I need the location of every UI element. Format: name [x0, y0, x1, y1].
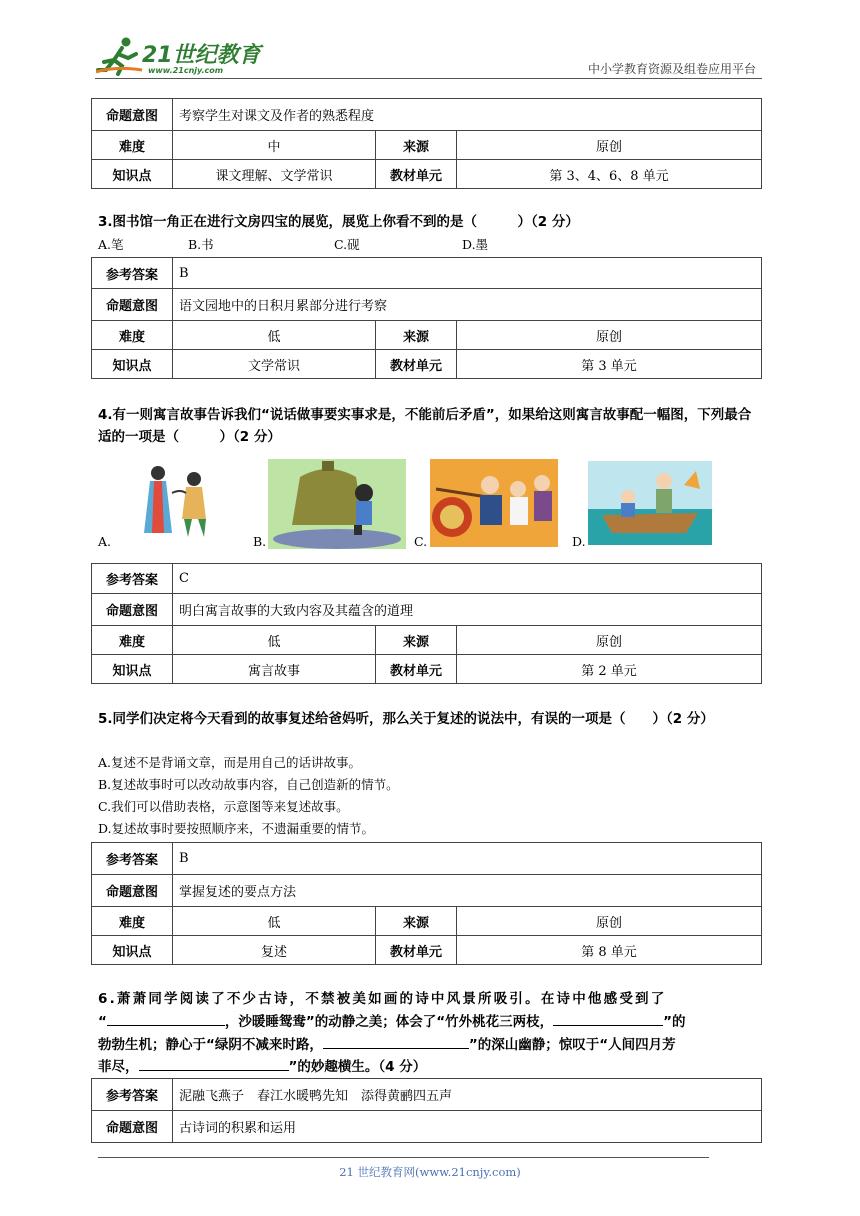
q5-option-d: D.复述故事时要按照顺序来，不遗漏重要的情节。 — [98, 821, 375, 836]
answer-value: C — [173, 564, 762, 594]
header-divider — [95, 78, 762, 79]
knowledge-label: 知识点 — [92, 350, 173, 379]
question-5-table — [91, 842, 762, 965]
platform-name: 中小学教育资源及组卷应用平台 — [587, 62, 756, 76]
unit-label: 教材单元 — [376, 936, 457, 965]
fill-blank-3[interactable] — [323, 1034, 469, 1049]
answer-label: 参考答案 — [92, 258, 173, 289]
fill-blank-2[interactable] — [553, 1011, 663, 1026]
q4-image-d-boat — [588, 461, 712, 545]
intent-value: 明白寓言故事的大致内容及其蕴含的道理 — [173, 594, 762, 626]
q3-option-b: B.书 — [188, 237, 214, 252]
answer-value: 泥融飞燕子 春江水暖鸭先知 添得黄鹂四五声 — [173, 1079, 762, 1111]
fill-blank-4[interactable] — [139, 1056, 289, 1071]
question-4-table — [91, 563, 762, 684]
q5-option-c: C.我们可以借助表格，示意图等来复述故事。 — [98, 799, 349, 814]
intent-label: 命题意图 — [92, 99, 173, 131]
intent-value: 古诗词的积累和运用 — [173, 1111, 762, 1143]
intent-label: 命题意图 — [92, 875, 173, 907]
knowledge-value: 文学常识 — [173, 350, 376, 379]
q4-option-b: B. — [253, 534, 267, 549]
knowledge-value: 课文理解、文学常识 — [173, 160, 376, 189]
logo-text: 21世纪教育 — [142, 43, 261, 68]
question-5-text: 5.同学们决定将今天看到的故事复述给爸妈听，那么关于复述的说法中，有误的一项是（ ）（2 分） — [98, 711, 714, 727]
answer-value: B — [173, 258, 762, 289]
intent-label: 命题意图 — [92, 289, 173, 321]
difficulty-value: 低 — [173, 907, 376, 936]
q4-option-c: C. — [414, 534, 428, 549]
source-label: 来源 — [376, 321, 457, 350]
source-value: 原创 — [457, 131, 762, 160]
difficulty-label: 难度 — [92, 626, 173, 655]
q5-option-a: A.复述不是背诵文章，而是用自己的话讲故事。 — [98, 755, 362, 770]
answer-label: 参考答案 — [92, 564, 173, 594]
question-6-table — [91, 1078, 762, 1143]
unit-label: 教材单元 — [376, 655, 457, 684]
question-3-table — [91, 257, 762, 379]
intent-value: 掌握复述的要点方法 — [173, 875, 762, 907]
unit-value: 第 2 单元 — [457, 655, 762, 684]
q4-image-b-bell — [268, 459, 406, 549]
knowledge-label: 知识点 — [92, 655, 173, 684]
site-logo — [96, 36, 266, 78]
footer-divider — [98, 1157, 709, 1158]
intent-label: 命题意图 — [92, 1111, 173, 1143]
answer-label: 参考答案 — [92, 843, 173, 875]
source-label: 来源 — [376, 907, 457, 936]
q5-option-b: B.复述故事时可以改动故事内容，自己创造新的情节。 — [98, 777, 399, 792]
question-4-text: 4.有一则寓言故事告诉我们“说话做事要实事求是，不能前后矛盾”，如果给这则寓言故事配一幅图，下列最合适的一项是（ ）（2 分） — [98, 407, 752, 445]
difficulty-value: 低 — [173, 321, 376, 350]
question-6-line-2: “ ，沙暖睡鸳鸯”的动静之美；体会了“竹外桃花三两枝， ”的 — [98, 1011, 762, 1033]
knowledge-label: 知识点 — [92, 160, 173, 189]
difficulty-label: 难度 — [92, 907, 173, 936]
q3-option-a: A.笔 — [98, 237, 124, 252]
intent-value: 语文园地中的日积月累部分进行考察 — [173, 289, 762, 321]
unit-value: 第 3、4、6、8 单元 — [457, 160, 762, 189]
unit-value: 第 3 单元 — [457, 350, 762, 379]
knowledge-value: 复述 — [173, 936, 376, 965]
answer-label: 参考答案 — [92, 1079, 173, 1111]
answer-value: B — [173, 843, 762, 875]
source-value: 原创 — [457, 626, 762, 655]
q4-option-a: A. — [98, 534, 112, 549]
footer-text: 21 世纪教育网(www.21cnjy.com) — [339, 1165, 521, 1179]
q3-option-c: C.砚 — [334, 237, 360, 252]
logo-url: www.21cnjy.com — [148, 66, 224, 75]
question-6-line-1: 6.萧萧同学阅读了不少古诗，不禁被美如画的诗中风景所吸引。在诗中他感受到了 — [98, 991, 667, 1007]
source-value: 原创 — [457, 907, 762, 936]
source-label: 来源 — [376, 131, 457, 160]
knowledge-label: 知识点 — [92, 936, 173, 965]
question-6-line-3: 勃勃生机；静心于“绿阴不减来时路， ”的深山幽静；惊叹于“人间四月芳 — [98, 1034, 762, 1056]
q4-image-c-spear-shield — [430, 459, 558, 547]
runner-logo-icon — [96, 36, 144, 76]
unit-value: 第 8 单元 — [457, 936, 762, 965]
question-3-text: 3.图书馆一角正在进行文房四宝的展览，展览上你看不到的是（ ）（2 分） — [98, 214, 579, 230]
source-value: 原创 — [457, 321, 762, 350]
intent-label: 命题意图 — [92, 594, 173, 626]
difficulty-value: 低 — [173, 626, 376, 655]
q4-image-a-two-figures — [128, 463, 220, 543]
intent-value: 考察学生对课文及作者的熟悉程度 — [173, 99, 762, 131]
difficulty-value: 中 — [173, 131, 376, 160]
difficulty-label: 难度 — [92, 321, 173, 350]
fill-blank-1[interactable] — [107, 1011, 225, 1026]
source-label: 来源 — [376, 626, 457, 655]
question-table-prev — [91, 98, 762, 189]
knowledge-value: 寓言故事 — [173, 655, 376, 684]
unit-label: 教材单元 — [376, 160, 457, 189]
q3-option-d: D.墨 — [462, 237, 489, 252]
q4-option-d: D. — [572, 534, 586, 549]
unit-label: 教材单元 — [376, 350, 457, 379]
difficulty-label: 难度 — [92, 131, 173, 160]
question-6-line-4: 菲尽， ”的妙趣横生。（4 分） — [98, 1056, 762, 1078]
